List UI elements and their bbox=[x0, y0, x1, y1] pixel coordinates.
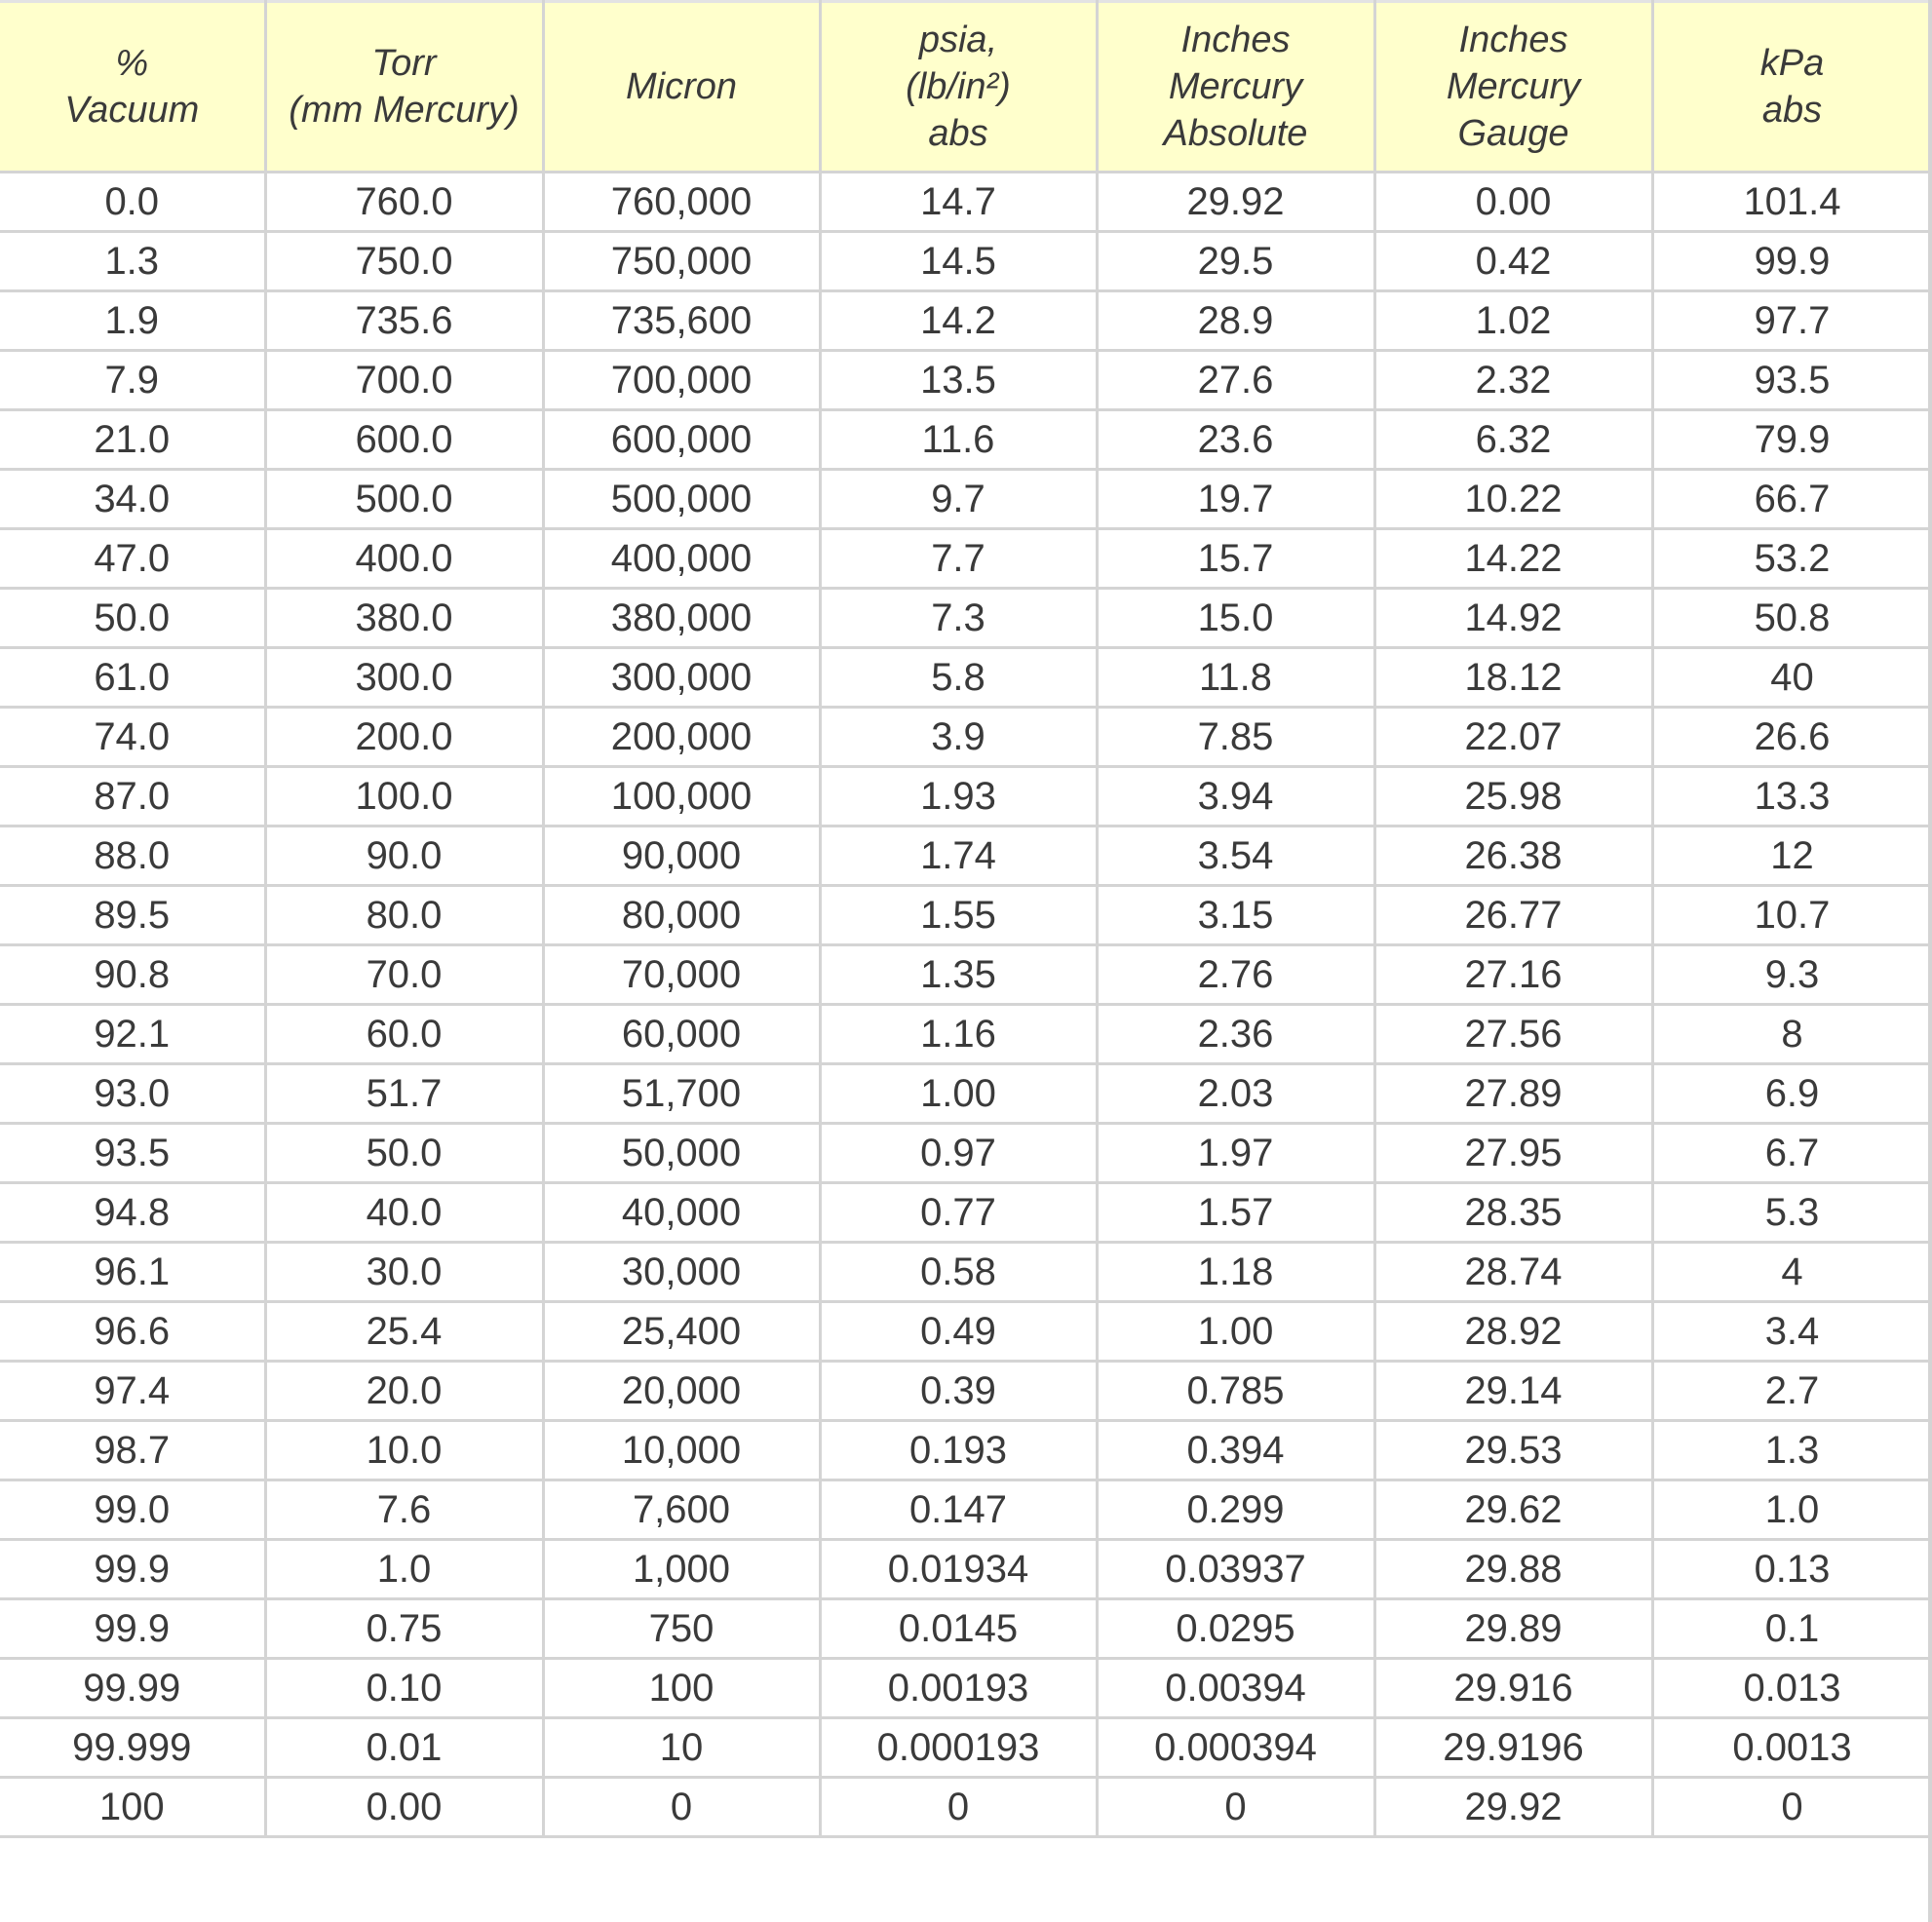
cell-micron: 10 bbox=[543, 1718, 820, 1778]
cell-inches-hg-gauge: 29.14 bbox=[1374, 1362, 1652, 1421]
cell-kpa-abs: 97.7 bbox=[1652, 291, 1932, 351]
cell-inches-hg-absolute: 19.7 bbox=[1097, 470, 1374, 529]
cell-percent-vacuum: 50.0 bbox=[0, 589, 265, 648]
cell-inches-hg-absolute: 1.00 bbox=[1097, 1302, 1374, 1362]
cell-psia: 7.7 bbox=[820, 529, 1097, 589]
header-line: Mercury bbox=[1168, 66, 1303, 107]
header-psia bbox=[820, 2, 1097, 173]
cell-inches-hg-gauge: 29.9196 bbox=[1374, 1718, 1652, 1778]
cell-torr: 500.0 bbox=[265, 470, 543, 529]
cell-torr: 50.0 bbox=[265, 1124, 543, 1183]
cell-psia: 14.7 bbox=[820, 173, 1097, 232]
cell-inches-hg-absolute: 1.18 bbox=[1097, 1243, 1374, 1302]
cell-inches-hg-gauge: 10.22 bbox=[1374, 470, 1652, 529]
cell-kpa-abs: 99.9 bbox=[1652, 232, 1932, 291]
cell-kpa-abs: 9.3 bbox=[1652, 945, 1932, 1005]
cell-torr: 750.0 bbox=[265, 232, 543, 291]
cell-percent-vacuum: 34.0 bbox=[0, 470, 265, 529]
table-row bbox=[0, 1421, 1932, 1480]
cell-torr: 40.0 bbox=[265, 1183, 543, 1243]
cell-psia: 1.00 bbox=[820, 1064, 1097, 1124]
cell-micron: 380,000 bbox=[543, 589, 820, 648]
cell-inches-hg-absolute: 27.6 bbox=[1097, 351, 1374, 410]
cell-kpa-abs: 3.4 bbox=[1652, 1302, 1932, 1362]
cell-inches-hg-gauge: 14.92 bbox=[1374, 589, 1652, 648]
header-line: % bbox=[115, 43, 149, 84]
cell-micron: 750,000 bbox=[543, 232, 820, 291]
cell-inches-hg-absolute: 15.7 bbox=[1097, 529, 1374, 589]
table-row bbox=[0, 173, 1932, 232]
cell-kpa-abs: 0.013 bbox=[1652, 1659, 1932, 1718]
table-row bbox=[0, 351, 1932, 410]
cell-micron: 70,000 bbox=[543, 945, 820, 1005]
header-kpa-abs bbox=[1652, 2, 1932, 173]
cell-micron: 100 bbox=[543, 1659, 820, 1718]
cell-inches-hg-absolute: 29.5 bbox=[1097, 232, 1374, 291]
cell-torr: 7.6 bbox=[265, 1480, 543, 1540]
cell-micron: 50,000 bbox=[543, 1124, 820, 1183]
cell-micron: 735,600 bbox=[543, 291, 820, 351]
cell-psia: 0.58 bbox=[820, 1243, 1097, 1302]
cell-inches-hg-absolute: 2.76 bbox=[1097, 945, 1374, 1005]
cell-micron: 60,000 bbox=[543, 1005, 820, 1064]
cell-inches-hg-absolute: 2.03 bbox=[1097, 1064, 1374, 1124]
cell-inches-hg-gauge: 26.38 bbox=[1374, 826, 1652, 886]
cell-inches-hg-absolute: 0.299 bbox=[1097, 1480, 1374, 1540]
cell-kpa-abs: 6.9 bbox=[1652, 1064, 1932, 1124]
cell-inches-hg-gauge: 25.98 bbox=[1374, 767, 1652, 826]
cell-torr: 60.0 bbox=[265, 1005, 543, 1064]
cell-inches-hg-gauge: 18.12 bbox=[1374, 648, 1652, 708]
cell-inches-hg-gauge: 27.89 bbox=[1374, 1064, 1652, 1124]
header-inches-mercury-absolute bbox=[1097, 2, 1374, 173]
cell-psia: 1.93 bbox=[820, 767, 1097, 826]
cell-inches-hg-gauge: 22.07 bbox=[1374, 708, 1652, 767]
cell-torr: 70.0 bbox=[265, 945, 543, 1005]
cell-inches-hg-absolute: 2.36 bbox=[1097, 1005, 1374, 1064]
table-row bbox=[0, 232, 1932, 291]
table-row bbox=[0, 529, 1932, 589]
cell-percent-vacuum: 92.1 bbox=[0, 1005, 265, 1064]
cell-micron: 200,000 bbox=[543, 708, 820, 767]
header-inches-mercury-gauge bbox=[1374, 2, 1652, 173]
cell-kpa-abs: 0 bbox=[1652, 1778, 1932, 1837]
cell-psia: 0.39 bbox=[820, 1362, 1097, 1421]
cell-psia: 0.01934 bbox=[820, 1540, 1097, 1599]
cell-psia: 5.8 bbox=[820, 648, 1097, 708]
cell-psia: 0 bbox=[820, 1778, 1097, 1837]
cell-psia: 0.00193 bbox=[820, 1659, 1097, 1718]
cell-micron: 40,000 bbox=[543, 1183, 820, 1243]
cell-percent-vacuum: 7.9 bbox=[0, 351, 265, 410]
cell-percent-vacuum: 93.5 bbox=[0, 1124, 265, 1183]
header-line: psia, bbox=[918, 19, 998, 60]
cell-inches-hg-gauge: 29.916 bbox=[1374, 1659, 1652, 1718]
cell-kpa-abs: 1.0 bbox=[1652, 1480, 1932, 1540]
cell-inches-hg-absolute: 15.0 bbox=[1097, 589, 1374, 648]
cell-percent-vacuum: 97.4 bbox=[0, 1362, 265, 1421]
cell-inches-hg-gauge: 26.77 bbox=[1374, 886, 1652, 945]
cell-kpa-abs: 8 bbox=[1652, 1005, 1932, 1064]
cell-percent-vacuum: 96.1 bbox=[0, 1243, 265, 1302]
cell-percent-vacuum: 99.999 bbox=[0, 1718, 265, 1778]
cell-micron: 20,000 bbox=[543, 1362, 820, 1421]
cell-micron: 1,000 bbox=[543, 1540, 820, 1599]
cell-kpa-abs: 79.9 bbox=[1652, 410, 1932, 470]
header-torr bbox=[265, 2, 543, 173]
cell-inches-hg-absolute: 3.54 bbox=[1097, 826, 1374, 886]
cell-torr: 80.0 bbox=[265, 886, 543, 945]
cell-percent-vacuum: 87.0 bbox=[0, 767, 265, 826]
cell-percent-vacuum: 90.8 bbox=[0, 945, 265, 1005]
header-line: Inches bbox=[1458, 19, 1568, 60]
cell-micron: 500,000 bbox=[543, 470, 820, 529]
table-row bbox=[0, 470, 1932, 529]
cell-micron: 10,000 bbox=[543, 1421, 820, 1480]
header-line: abs bbox=[928, 113, 988, 154]
cell-percent-vacuum: 0.0 bbox=[0, 173, 265, 232]
header-micron bbox=[543, 2, 820, 173]
header-line: (mm Mercury) bbox=[289, 90, 520, 131]
cell-kpa-abs: 5.3 bbox=[1652, 1183, 1932, 1243]
cell-inches-hg-absolute: 7.85 bbox=[1097, 708, 1374, 767]
cell-inches-hg-absolute: 28.9 bbox=[1097, 291, 1374, 351]
table-row bbox=[0, 1302, 1932, 1362]
cell-percent-vacuum: 94.8 bbox=[0, 1183, 265, 1243]
cell-inches-hg-gauge: 0.00 bbox=[1374, 173, 1652, 232]
cell-inches-hg-gauge: 29.92 bbox=[1374, 1778, 1652, 1837]
cell-psia: 0.0145 bbox=[820, 1599, 1097, 1659]
cell-psia: 0.000193 bbox=[820, 1718, 1097, 1778]
cell-kpa-abs: 66.7 bbox=[1652, 470, 1932, 529]
cell-kpa-abs: 0.0013 bbox=[1652, 1718, 1932, 1778]
cell-kpa-abs: 0.13 bbox=[1652, 1540, 1932, 1599]
table-row bbox=[0, 1064, 1932, 1124]
cell-kpa-abs: 40 bbox=[1652, 648, 1932, 708]
header-line: Mercury bbox=[1446, 66, 1581, 107]
cell-inches-hg-absolute: 3.15 bbox=[1097, 886, 1374, 945]
header-line: Micron bbox=[625, 66, 738, 107]
cell-inches-hg-absolute: 11.8 bbox=[1097, 648, 1374, 708]
cell-torr: 400.0 bbox=[265, 529, 543, 589]
cell-psia: 7.3 bbox=[820, 589, 1097, 648]
cell-psia: 1.16 bbox=[820, 1005, 1097, 1064]
cell-micron: 760,000 bbox=[543, 173, 820, 232]
header-line: Absolute bbox=[1163, 113, 1308, 154]
cell-micron: 300,000 bbox=[543, 648, 820, 708]
cell-inches-hg-gauge: 2.32 bbox=[1374, 351, 1652, 410]
cell-micron: 30,000 bbox=[543, 1243, 820, 1302]
cell-kpa-abs: 10.7 bbox=[1652, 886, 1932, 945]
cell-psia: 1.35 bbox=[820, 945, 1097, 1005]
cell-inches-hg-absolute: 0.00394 bbox=[1097, 1659, 1374, 1718]
cell-kpa-abs: 53.2 bbox=[1652, 529, 1932, 589]
cell-percent-vacuum: 1.9 bbox=[0, 291, 265, 351]
header-line: abs bbox=[1761, 90, 1823, 131]
cell-inches-hg-gauge: 14.22 bbox=[1374, 529, 1652, 589]
cell-torr: 735.6 bbox=[265, 291, 543, 351]
cell-kpa-abs: 26.6 bbox=[1652, 708, 1932, 767]
table-row bbox=[0, 708, 1932, 767]
cell-torr: 30.0 bbox=[265, 1243, 543, 1302]
table-row bbox=[0, 1778, 1932, 1837]
cell-torr: 100.0 bbox=[265, 767, 543, 826]
cell-torr: 600.0 bbox=[265, 410, 543, 470]
table-row bbox=[0, 1599, 1932, 1659]
table-row bbox=[0, 886, 1932, 945]
cell-psia: 0.147 bbox=[820, 1480, 1097, 1540]
cell-percent-vacuum: 96.6 bbox=[0, 1302, 265, 1362]
table-row bbox=[0, 1124, 1932, 1183]
cell-percent-vacuum: 99.9 bbox=[0, 1599, 265, 1659]
table-row bbox=[0, 589, 1932, 648]
cell-kpa-abs: 50.8 bbox=[1652, 589, 1932, 648]
cell-psia: 1.55 bbox=[820, 886, 1097, 945]
cell-kpa-abs: 4 bbox=[1652, 1243, 1932, 1302]
cell-percent-vacuum: 21.0 bbox=[0, 410, 265, 470]
cell-micron: 700,000 bbox=[543, 351, 820, 410]
cell-inches-hg-absolute: 1.57 bbox=[1097, 1183, 1374, 1243]
cell-kpa-abs: 1.3 bbox=[1652, 1421, 1932, 1480]
cell-inches-hg-gauge: 28.35 bbox=[1374, 1183, 1652, 1243]
table-row bbox=[0, 1362, 1932, 1421]
cell-torr: 200.0 bbox=[265, 708, 543, 767]
table-body bbox=[0, 173, 1932, 1837]
cell-psia: 11.6 bbox=[820, 410, 1097, 470]
header-percent-vacuum bbox=[0, 2, 265, 173]
cell-psia: 14.2 bbox=[820, 291, 1097, 351]
cell-kpa-abs: 13.3 bbox=[1652, 767, 1932, 826]
header-row bbox=[0, 2, 1932, 173]
cell-torr: 25.4 bbox=[265, 1302, 543, 1362]
cell-percent-vacuum: 99.0 bbox=[0, 1480, 265, 1540]
cell-kpa-abs: 93.5 bbox=[1652, 351, 1932, 410]
cell-torr: 20.0 bbox=[265, 1362, 543, 1421]
table-row bbox=[0, 648, 1932, 708]
cell-inches-hg-gauge: 0.42 bbox=[1374, 232, 1652, 291]
header-line: Gauge bbox=[1457, 113, 1569, 154]
table-row bbox=[0, 1659, 1932, 1718]
cell-inches-hg-absolute: 0.000394 bbox=[1097, 1718, 1374, 1778]
cell-inches-hg-gauge: 29.89 bbox=[1374, 1599, 1652, 1659]
cell-percent-vacuum: 100 bbox=[0, 1778, 265, 1837]
cell-inches-hg-gauge: 29.62 bbox=[1374, 1480, 1652, 1540]
cell-torr: 0.01 bbox=[265, 1718, 543, 1778]
cell-percent-vacuum: 47.0 bbox=[0, 529, 265, 589]
cell-inches-hg-gauge: 29.53 bbox=[1374, 1421, 1652, 1480]
cell-torr: 1.0 bbox=[265, 1540, 543, 1599]
table-row bbox=[0, 1718, 1932, 1778]
cell-micron: 51,700 bbox=[543, 1064, 820, 1124]
cell-kpa-abs: 101.4 bbox=[1652, 173, 1932, 232]
cell-percent-vacuum: 61.0 bbox=[0, 648, 265, 708]
table-row bbox=[0, 291, 1932, 351]
cell-inches-hg-gauge: 27.16 bbox=[1374, 945, 1652, 1005]
right-border bbox=[1928, 0, 1932, 1922]
cell-psia: 14.5 bbox=[820, 232, 1097, 291]
cell-torr: 51.7 bbox=[265, 1064, 543, 1124]
cell-inches-hg-absolute: 23.6 bbox=[1097, 410, 1374, 470]
table-row bbox=[0, 1005, 1932, 1064]
cell-kpa-abs: 0.1 bbox=[1652, 1599, 1932, 1659]
cell-inches-hg-gauge: 1.02 bbox=[1374, 291, 1652, 351]
cell-torr: 760.0 bbox=[265, 173, 543, 232]
cell-percent-vacuum: 99.9 bbox=[0, 1540, 265, 1599]
cell-torr: 300.0 bbox=[265, 648, 543, 708]
cell-micron: 25,400 bbox=[543, 1302, 820, 1362]
cell-percent-vacuum: 89.5 bbox=[0, 886, 265, 945]
cell-psia: 0.77 bbox=[820, 1183, 1097, 1243]
cell-inches-hg-gauge: 29.88 bbox=[1374, 1540, 1652, 1599]
cell-micron: 80,000 bbox=[543, 886, 820, 945]
cell-torr: 700.0 bbox=[265, 351, 543, 410]
table-row bbox=[0, 1480, 1932, 1540]
table-row bbox=[0, 826, 1932, 886]
cell-psia: 1.74 bbox=[820, 826, 1097, 886]
table-row bbox=[0, 1183, 1932, 1243]
table-row bbox=[0, 945, 1932, 1005]
cell-micron: 600,000 bbox=[543, 410, 820, 470]
cell-inches-hg-absolute: 0.0295 bbox=[1097, 1599, 1374, 1659]
cell-micron: 100,000 bbox=[543, 767, 820, 826]
cell-micron: 0 bbox=[543, 1778, 820, 1837]
header-line: (lb/in²) bbox=[906, 66, 1011, 107]
cell-torr: 0.10 bbox=[265, 1659, 543, 1718]
cell-psia: 0.193 bbox=[820, 1421, 1097, 1480]
cell-percent-vacuum: 1.3 bbox=[0, 232, 265, 291]
cell-inches-hg-gauge: 27.95 bbox=[1374, 1124, 1652, 1183]
cell-percent-vacuum: 93.0 bbox=[0, 1064, 265, 1124]
cell-torr: 0.75 bbox=[265, 1599, 543, 1659]
header-line: Vacuum bbox=[64, 90, 200, 131]
cell-torr: 0.00 bbox=[265, 1778, 543, 1837]
header-line: Inches bbox=[1180, 19, 1291, 60]
cell-psia: 0.49 bbox=[820, 1302, 1097, 1362]
cell-micron: 750 bbox=[543, 1599, 820, 1659]
cell-inches-hg-absolute: 0.03937 bbox=[1097, 1540, 1374, 1599]
cell-percent-vacuum: 88.0 bbox=[0, 826, 265, 886]
cell-percent-vacuum: 74.0 bbox=[0, 708, 265, 767]
header-line: kPa bbox=[1759, 43, 1825, 84]
cell-inches-hg-gauge: 6.32 bbox=[1374, 410, 1652, 470]
cell-kpa-abs: 2.7 bbox=[1652, 1362, 1932, 1421]
cell-psia: 3.9 bbox=[820, 708, 1097, 767]
cell-inches-hg-absolute: 3.94 bbox=[1097, 767, 1374, 826]
table-row bbox=[0, 767, 1932, 826]
cell-inches-hg-absolute: 0 bbox=[1097, 1778, 1374, 1837]
cell-psia: 9.7 bbox=[820, 470, 1097, 529]
cell-micron: 7,600 bbox=[543, 1480, 820, 1540]
cell-inches-hg-absolute: 29.92 bbox=[1097, 173, 1374, 232]
cell-micron: 90,000 bbox=[543, 826, 820, 886]
cell-torr: 10.0 bbox=[265, 1421, 543, 1480]
cell-micron: 400,000 bbox=[543, 529, 820, 589]
cell-percent-vacuum: 98.7 bbox=[0, 1421, 265, 1480]
table-row bbox=[0, 410, 1932, 470]
cell-torr: 90.0 bbox=[265, 826, 543, 886]
cell-kpa-abs: 12 bbox=[1652, 826, 1932, 886]
cell-torr: 380.0 bbox=[265, 589, 543, 648]
cell-percent-vacuum: 99.99 bbox=[0, 1659, 265, 1718]
cell-inches-hg-gauge: 28.92 bbox=[1374, 1302, 1652, 1362]
cell-inches-hg-gauge: 28.74 bbox=[1374, 1243, 1652, 1302]
cell-kpa-abs: 6.7 bbox=[1652, 1124, 1932, 1183]
header-line: Torr bbox=[371, 43, 437, 84]
cell-inches-hg-absolute: 1.97 bbox=[1097, 1124, 1374, 1183]
cell-inches-hg-absolute: 0.394 bbox=[1097, 1421, 1374, 1480]
table-row bbox=[0, 1243, 1932, 1302]
cell-inches-hg-absolute: 0.785 bbox=[1097, 1362, 1374, 1421]
cell-psia: 13.5 bbox=[820, 351, 1097, 410]
cell-inches-hg-gauge: 27.56 bbox=[1374, 1005, 1652, 1064]
cell-psia: 0.97 bbox=[820, 1124, 1097, 1183]
table-row bbox=[0, 1540, 1932, 1599]
